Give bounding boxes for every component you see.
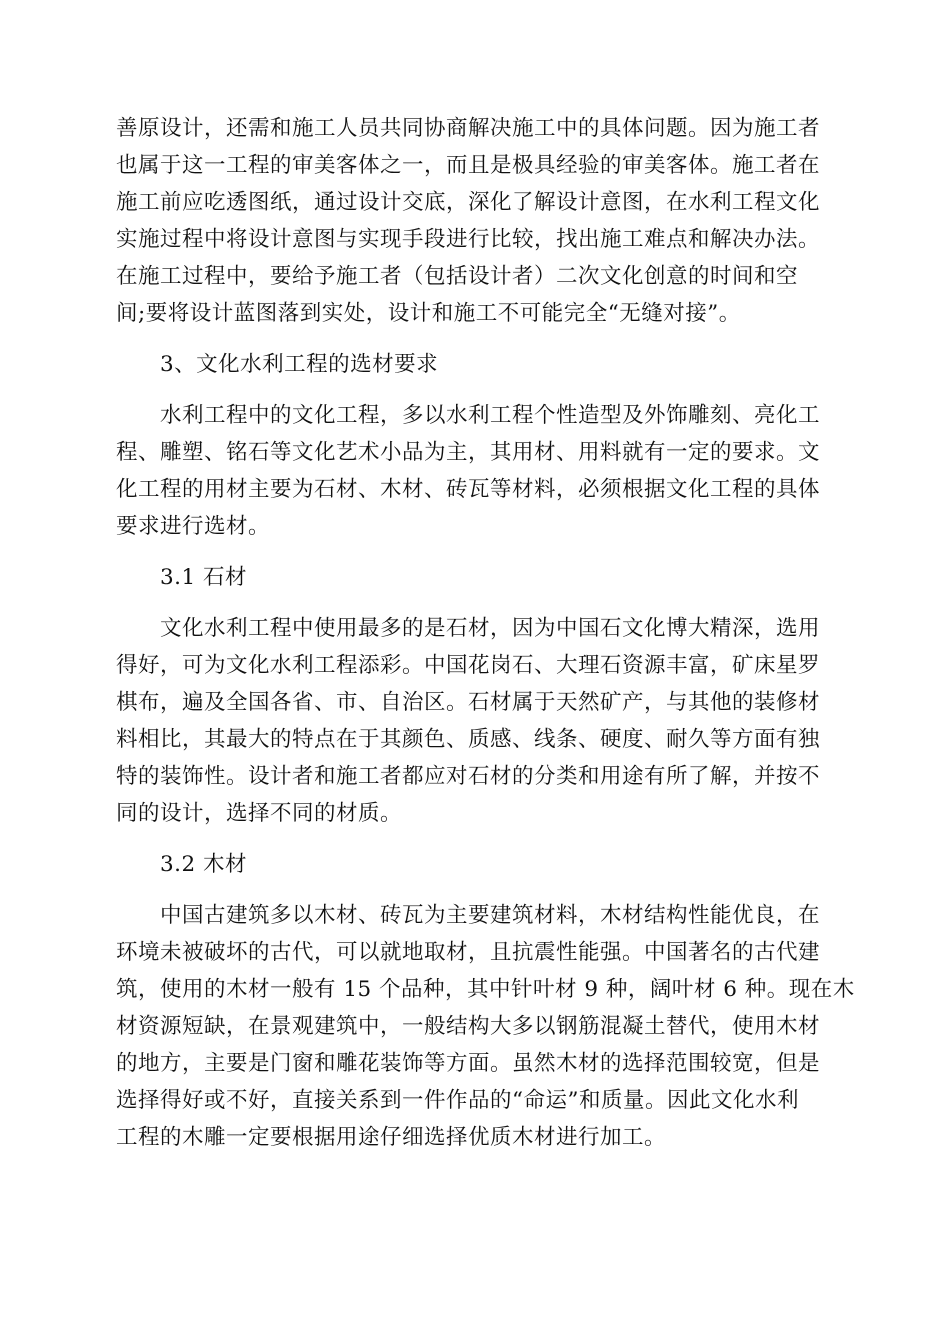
text-line: 环境未被破坏的古代，可以就地取材，且抗震性能强。中国著名的古代建: [116, 940, 821, 965]
text-line: 同的设计，选择不同的材质。: [116, 801, 403, 826]
heading-text: 3.1 石材: [160, 565, 248, 590]
text-line: 也属于这一工程的审美客体之一，而且是极具经验的审美客体。施工者在: [116, 153, 821, 178]
text-line: 善原设计，还需和施工人员共同协商解决施工中的具体问题。因为施工者: [116, 116, 821, 141]
paragraph-stone: [116, 610, 836, 832]
text-line: 在施工过程中，要给予施工者（包括设计者）二次文化创意的时间和空: [116, 264, 799, 289]
paragraph-material-requirements: [116, 397, 836, 545]
text-line: 实施过程中将设计意图与实现手段进行比较，找出施工难点和解决办法。: [116, 227, 821, 252]
section-heading-3: [116, 346, 836, 383]
text-line: 间;要将设计蓝图落到实处，设计和施工不可能完全“无缝对接”。: [116, 301, 741, 326]
text-line: 中国古建筑多以木材、砖瓦为主要建筑材料，木材结构性能优良，在: [160, 903, 821, 928]
text-line: 特的装饰性。设计者和施工者都应对石材的分类和用途有所了解，并按不: [116, 764, 821, 789]
document-body: [116, 110, 855, 1156]
text-line: 棋布，遍及全国各省、市、自治区。石材属于天然矿产，与其他的装修材: [116, 690, 821, 715]
text-line: 文化水利工程中使用最多的是石材，因为中国石文化博大精深，选用: [160, 616, 821, 641]
text-line: 材资源短缺，在景观建筑中，一般结构大多以钢筋混凝土替代，使用木材: [116, 1014, 821, 1039]
section-heading-3-1: [116, 559, 836, 596]
text-line: 施工前应吃透图纸，通过设计交底，深化了解设计意图，在水利工程文化: [116, 190, 821, 215]
text-line: 筑，使用的木材一般有 15 个品种，其中针叶材 9 种，阔叶材 6 种。现在木: [116, 977, 855, 1002]
text-line: 水利工程中的文化工程，多以水利工程个性造型及外饰雕刻、亮化工: [160, 403, 821, 428]
text-line: 化工程的用材主要为石材、木材、砖瓦等材料，必须根据文化工程的具体: [116, 477, 821, 502]
text-line: 工程的木雕一定要根据用途仔细选择优质木材进行加工。: [116, 1125, 667, 1150]
text-line: 料相比，其最大的特点在于其颜色、质感、线条、硬度、耐久等方面有独: [116, 727, 821, 752]
text-line: 选择得好或不好，直接关系到一件作品的“命运”和质量。因此文化水利: [116, 1088, 799, 1113]
text-line: 的地方，主要是门窗和雕花装饰等方面。虽然木材的选择范围较宽，但是: [116, 1051, 821, 1076]
section-heading-3-2: [116, 846, 836, 883]
text-line: 程、雕塑、铭石等文化艺术小品为主，其用材、用料就有一定的要求。文: [116, 440, 821, 465]
paragraph-design-coordination: [116, 110, 836, 332]
heading-text: 3.2 木材: [160, 852, 248, 877]
heading-text: 3、文化水利工程的选材要求: [160, 352, 439, 377]
text-line: 要求进行选材。: [116, 514, 271, 539]
paragraph-wood: [116, 897, 855, 1156]
text-line: 得好，可为文化水利工程添彩。中国花岗石、大理石资源丰富，矿床星罗: [116, 653, 821, 678]
